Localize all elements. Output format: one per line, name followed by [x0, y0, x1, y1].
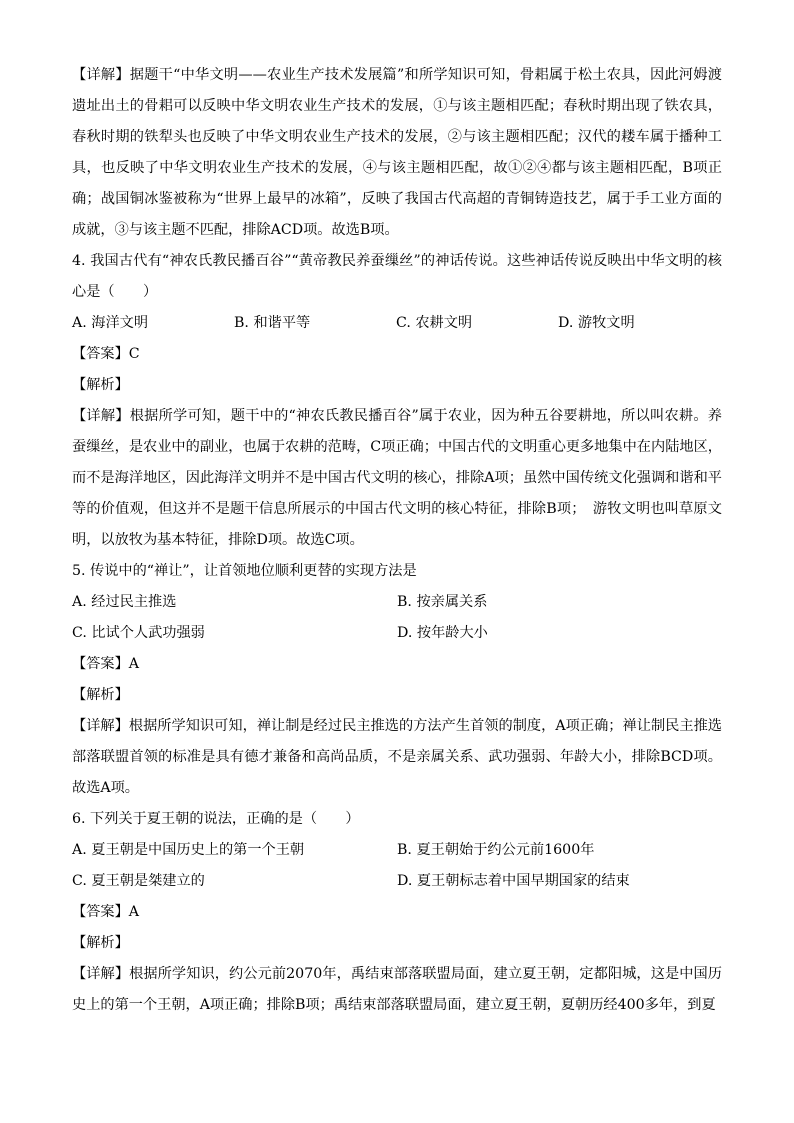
q6-option-b: B. 夏王朝始于约公元前1600年 — [397, 842, 595, 858]
question-5-options-row2 — [72, 618, 722, 649]
q5-option-b: B. 按亲属关系 — [397, 594, 488, 610]
question-6-options-row1 — [72, 835, 722, 866]
q6-option-c: C. 夏王朝是桀建立的 — [72, 873, 205, 889]
question-4-options — [72, 308, 722, 339]
q4-analysis-label: 【解析】 — [72, 377, 129, 393]
question-6-options-row2 — [72, 866, 722, 897]
q4-detail: 【详解】根据所学可知，题干中的“神农氏教民播百谷”属于农业，因为种五谷要耕地，所以叫农耕。养蚕缫丝，是农业中的副业，也属于农耕的范畴，C项正确；中国古代的文明重心更多地集中在内陆地区，而不是海洋地区，因此海洋文明并不是中国古代文明的核心，排除A项；虽然中国传统文化强调和谐和平等的价值观，但这并不是题干信息所展示的中国古代文明的核心特征，排除B项； 游牧文明也叫草原文明，以放牧为基本特征，排除D项。故选C项。 — [72, 408, 722, 548]
q6-option-a: A. 夏王朝是中国历史上的第一个王朝 — [72, 842, 305, 858]
q5-analysis-label: 【解析】 — [72, 687, 129, 703]
q6-option-d: D. 夏王朝标志着中国早期国家的结束 — [397, 873, 630, 889]
q4-option-b: B. 和谐平等 — [234, 315, 311, 331]
q4-option-d: D. 游牧文明 — [558, 315, 635, 331]
question-5-stem: 5. 传说中的“禅让”，让首领地位顺利更替的实现方法是 — [72, 563, 417, 579]
question-4-stem: 4. 我国古代有“神农氏教民播百谷”“黄帝教民养蚕缫丝”的神话传说。这些神话传说反映出中华文明的核心是（ ） — [72, 253, 722, 300]
q5-option-d: D. 按年龄大小 — [397, 625, 488, 641]
q5-option-a: A. 经过民主推选 — [72, 594, 177, 610]
question-5-options-row1 — [72, 587, 722, 618]
q5-detail: 【详解】根据所学知识可知，禅让制是经过民主推选的方法产生首领的制度，A项正确；禅让制民主推选部落联盟首领的标准是具有德才兼备和高尚品质，不是亲属关系、武功强弱、年龄大小，排除BCD项。故选A项。 — [72, 718, 722, 796]
document-page — [72, 60, 722, 1021]
prev-question-detail: 【详解】据题干“中华文明——农业生产技术发展篇”和所学知识可知，骨耜属于松土农具，因此河姆渡遗址出土的骨耜可以反映中华文明农业生产技术的发展，①与该主题相匹配；春秋时期出现了铁农具，春秋时期的铁犁头也反映了中华文明农业生产技术的发展，②与该主题相匹配；汉代的耧车属于播种工具，也反映了中华文明农业生产技术的发展，④与该主题相匹配，故①②④都与该主题相匹配，B项正确；战国铜冰鉴被称为“世界上最早的冰箱”，反映了我国古代高超的青铜铸造技艺，属于手工业方面的成就，③与该主题不匹配，排除ACD项。故选B项。 — [72, 67, 722, 238]
q4-answer: 【答案】C — [72, 346, 140, 362]
question-6-stem: 6. 下列关于夏王朝的说法，正确的是（ ） — [72, 811, 360, 827]
q4-option-c: C. 农耕文明 — [396, 315, 473, 331]
q5-answer: 【答案】A — [72, 656, 139, 672]
q4-option-a: A. 海洋文明 — [72, 315, 149, 331]
q6-detail: 【详解】根据所学知识，约公元前2070年，禹结束部落联盟局面，建立夏王朝，定都阳城，这是中国历史上的第一个王朝，A项正确；排除B项；禹结束部落联盟局面，建立夏王朝，夏朝历经400多年，到夏 — [72, 966, 722, 1013]
q5-option-c: C. 比试个人武功强弱 — [72, 625, 205, 641]
q6-answer: 【答案】A — [72, 904, 139, 920]
q6-analysis-label: 【解析】 — [72, 935, 129, 951]
